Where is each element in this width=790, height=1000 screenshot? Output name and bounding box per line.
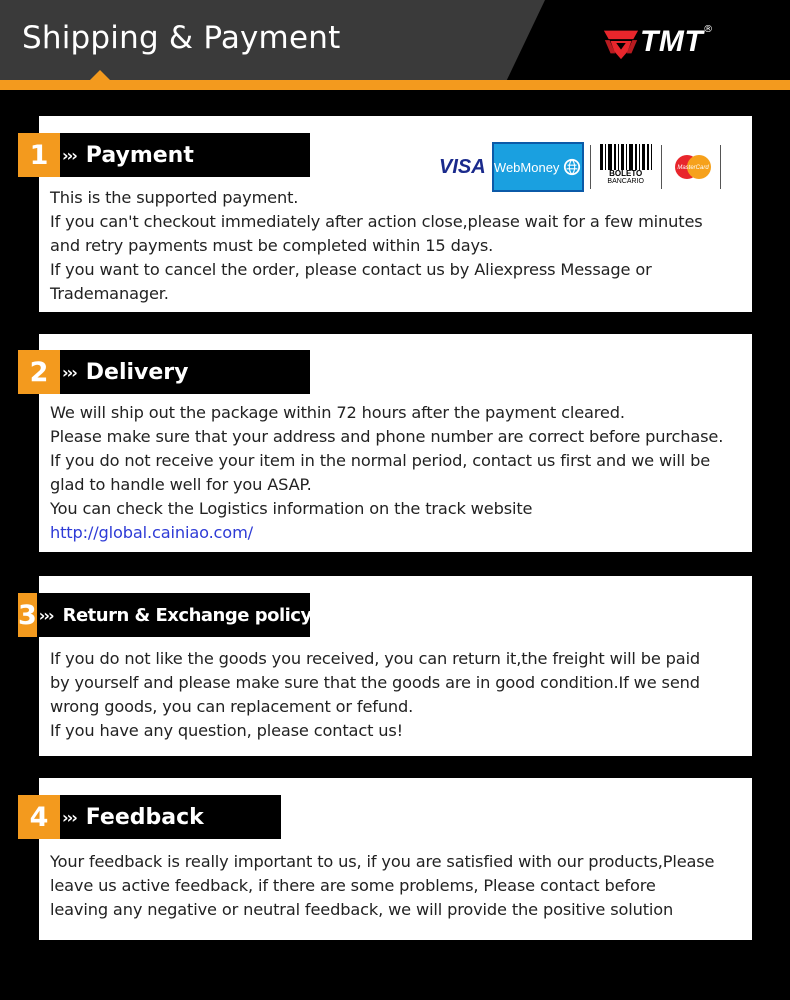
section-number: 3 [18, 593, 37, 637]
divider [590, 145, 591, 189]
brand-name: TMT [640, 25, 704, 58]
section-feedback [29, 778, 752, 940]
section-body [50, 401, 748, 545]
bancario-label: BANCARIO [607, 178, 644, 185]
body-line: If you can't checkout immediately after action close,please wait for a few minutes [50, 212, 703, 231]
tracking-link[interactable]: http://global.cainiao.com/ [50, 523, 253, 542]
chevrons-icon: ››› [38, 605, 53, 625]
section-tab [18, 350, 310, 394]
section-return-policy [18, 576, 752, 756]
section-tab [18, 795, 281, 839]
body-line: wrong goods, you can replacement or fefund. [50, 697, 414, 716]
webmoney-label: WebMoney [493, 159, 560, 175]
body-line: If you have any question, please contact us! [50, 721, 403, 740]
globe-icon [563, 158, 581, 176]
section-tab [18, 133, 310, 177]
page-title: Shipping & Payment [22, 20, 341, 56]
header-notch [90, 70, 110, 80]
chevrons-icon: ››› [62, 807, 76, 827]
body-line: This is the supported payment. [50, 188, 299, 207]
section-title: Feedback [85, 804, 204, 830]
mastercard-logo-icon [672, 154, 714, 180]
header-accent-bar [0, 80, 790, 90]
divider [661, 145, 662, 189]
body-line: You can check the Logistics information on the track website [50, 499, 533, 518]
body-line: glad to handle well for you ASAP. [50, 475, 312, 494]
section-title: Delivery [85, 359, 189, 385]
body-line: Please make sure that your address and phone number are correct before purchase. [50, 427, 724, 446]
body-line: We will ship out the package within 72 hours after the payment cleared. [50, 403, 625, 422]
webmoney-logo-icon [492, 142, 584, 192]
body-line: If you do not like the goods you received, you can return it,the freight will be paid [50, 649, 701, 668]
body-line: If you do not receive your item in the normal period, contact us first and we will be [50, 451, 711, 470]
body-line: Trademanager. [50, 284, 169, 303]
body-line: by yourself and please make sure that the goods are in good condition.If we send [50, 673, 700, 692]
section-tab [18, 593, 310, 637]
section-number: 4 [18, 795, 60, 839]
section-number: 1 [18, 133, 60, 177]
chevrons-icon: ››› [62, 145, 76, 165]
body-line: leaving any negative or neutral feedback, we will provide the positive solution [50, 900, 674, 919]
section-body [50, 186, 748, 306]
visa-logo-icon: VISA [439, 155, 486, 178]
tmt-logo-icon [602, 23, 640, 61]
divider [720, 145, 721, 189]
section-body [50, 850, 748, 922]
boleto-logo-icon [597, 144, 655, 190]
body-line: and retry payments must be completed within 15 days. [50, 236, 494, 255]
section-number: 2 [18, 350, 60, 394]
section-delivery [29, 334, 752, 552]
registered-mark: ® [703, 24, 714, 35]
page-header [0, 0, 790, 92]
section-title: Payment [85, 142, 194, 168]
mastercard-label: MasterCard [677, 165, 709, 171]
section-payment [29, 116, 752, 312]
brand-logo [602, 22, 713, 62]
section-title: Return & Exchange policy [62, 604, 312, 626]
section-body [50, 647, 748, 743]
chevrons-icon: ››› [62, 362, 76, 382]
body-line: Your feedback is really important to us, if you are satisfied with our products,Please [50, 852, 715, 871]
body-line: If you want to cancel the order, please contact us by Aliexpress Message or [50, 260, 652, 279]
barcode-icon [599, 144, 653, 170]
body-line: leave us active feedback, if there are some problems, Please contact before [50, 876, 656, 895]
boleto-label: BOLETO [609, 169, 643, 178]
